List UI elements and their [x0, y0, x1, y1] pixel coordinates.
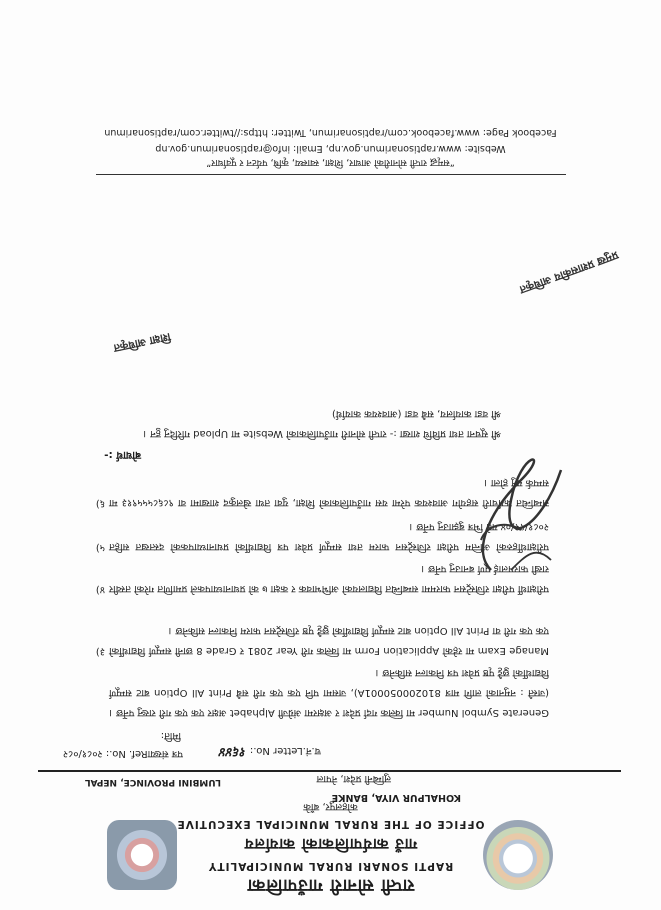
- date-label: मिति:: [160, 730, 181, 741]
- footer-motto: “समृद्ध राप्ती सोनारीको आधार, शिक्षा, स्वास्थ्य, कृषि, पर्यटन र पूर्वाधार”: [206, 157, 455, 168]
- item-number: ३): [95, 646, 105, 657]
- cc-label: बोधार्थ :-: [104, 449, 141, 461]
- paragraph-contact: सम्बन्धित कर्मचारी सहयोग आवश्यक परेमा यस गाउँपालिकाको शिक्षा, युवा तथा खेलकुद शाखामा वा ९८६८५५५९१३ मा सम्पर्क गर्नु होला ।: [109, 477, 549, 508]
- paragraph-symbol-number: Generate Symbol Number मा क्लिक गर्दा प्रदेश र अक्षरमा अंग्रेजी Alphabet अक्षर एक एक गरी राख्नु पर्नेछ । (जस्तै : नमुनाको लागि मात्र 810200050001A), जसमा पनि एक एक गरी सबै Print All Option बाट सम्पूर्ण विद्यार्थीको छुट्टै पृष्ठ प्रवेश पत्र निकाल्न सकिनेछ ।: [109, 667, 549, 718]
- item-number: ४): [95, 584, 105, 595]
- ref-value: २०८१/०८२: [62, 748, 103, 759]
- paragraph-application-form: Manage Exam मा रहेको Application Form मा क्लिक गरी Year 2081 र Grade 8 छानी सम्पूर्ण विद्यार्थीको एक एक गरी वा Print All Option बाट सम्पूर्ण विद्यार्थीको छुट्टै पृष्ठ रजिस्ट्रेसन फारम निकाल्न सकिनेछ ।: [109, 625, 549, 656]
- seal-text-cao: प्रमुख प्रशासकीय अधिकृत: [517, 248, 621, 297]
- office-name-nepali: गाउँ कार्यपालिकाको कार्यालय: [243, 835, 418, 853]
- office-location: कोहलपुर, बाँके: [303, 801, 358, 812]
- footer-divider: [96, 174, 566, 175]
- paragraph-submission-deadline: परीक्षार्थीहरुको अन्तिम परीक्षा रजिस्ट्रेसन फारम तथा सम्पूर्ण प्रवेश पत्र विद्यार्थीको प्रधानाध्यापकको दस्तखत सहित २०८१/१२/०४ गते भित्र बुझाउनु पर्नेछ ।: [109, 521, 549, 552]
- signature-mark: [451, 440, 581, 590]
- district-english: KOHALPUR VIYA, BANKE: [331, 792, 461, 803]
- province-nepali: लुम्बिनी प्रदेश, नेपाल: [316, 773, 391, 784]
- cc-line-ward-offices: श्री वडा कार्यालय, सबै वडा (आवश्यक कार्यार्थ): [332, 408, 501, 419]
- municipality-name-nepali: राप्ती सोनारी गाउँपालिका: [246, 875, 415, 895]
- province-english: LUMBINI PROVINCE, NEPAL: [84, 777, 221, 787]
- header-divider: [38, 770, 621, 772]
- letter-value: १६४४: [219, 744, 247, 759]
- cc-line-it-section: श्री सूचना तथा प्रविधि शाखा :- राप्ती सोनारी गाउँपालिकाको Website मा Upload गरिदिनु हुन ।: [143, 428, 501, 439]
- seal-text-education-officer: शिक्षा अधिकृत: [112, 330, 172, 355]
- municipality-name-english: RAPTI SONARI RURAL MUNICIPALITY: [207, 860, 454, 872]
- item-number: ६): [95, 498, 105, 509]
- footer-social: Facebook Page: www.facebook.com/raptisonarimun, Twitter: https://twitter.com/raptisonarimun: [104, 127, 557, 138]
- paragraph-photo-verification: परीक्षार्थी परीक्षा रजिस्ट्रेसन फारममा सम्बन्धित विद्यालयको अभिभावक र कक्षा ७ को प्रधानाध्यापकले प्रमाणित गरेको तस्वीर राखी फारमलाई पूर्ण बनाउनु पर्नेछ ।: [109, 563, 549, 594]
- reference-number: [63, 748, 183, 762]
- letter-number: [220, 744, 321, 762]
- item-number: ५): [95, 542, 105, 553]
- letter-label: च.नं.Letter No.:: [249, 745, 321, 756]
- office-name-english: OFFICE OF THE RURAL MUNICIPAL EXECUTIVE: [176, 818, 485, 830]
- footer-website: Website: www.raptisonarimun.gov.np, Email: info@raptisonarimun.gov.np: [155, 143, 506, 154]
- ref-label: पत्र संख्याRef. No.:: [105, 748, 183, 759]
